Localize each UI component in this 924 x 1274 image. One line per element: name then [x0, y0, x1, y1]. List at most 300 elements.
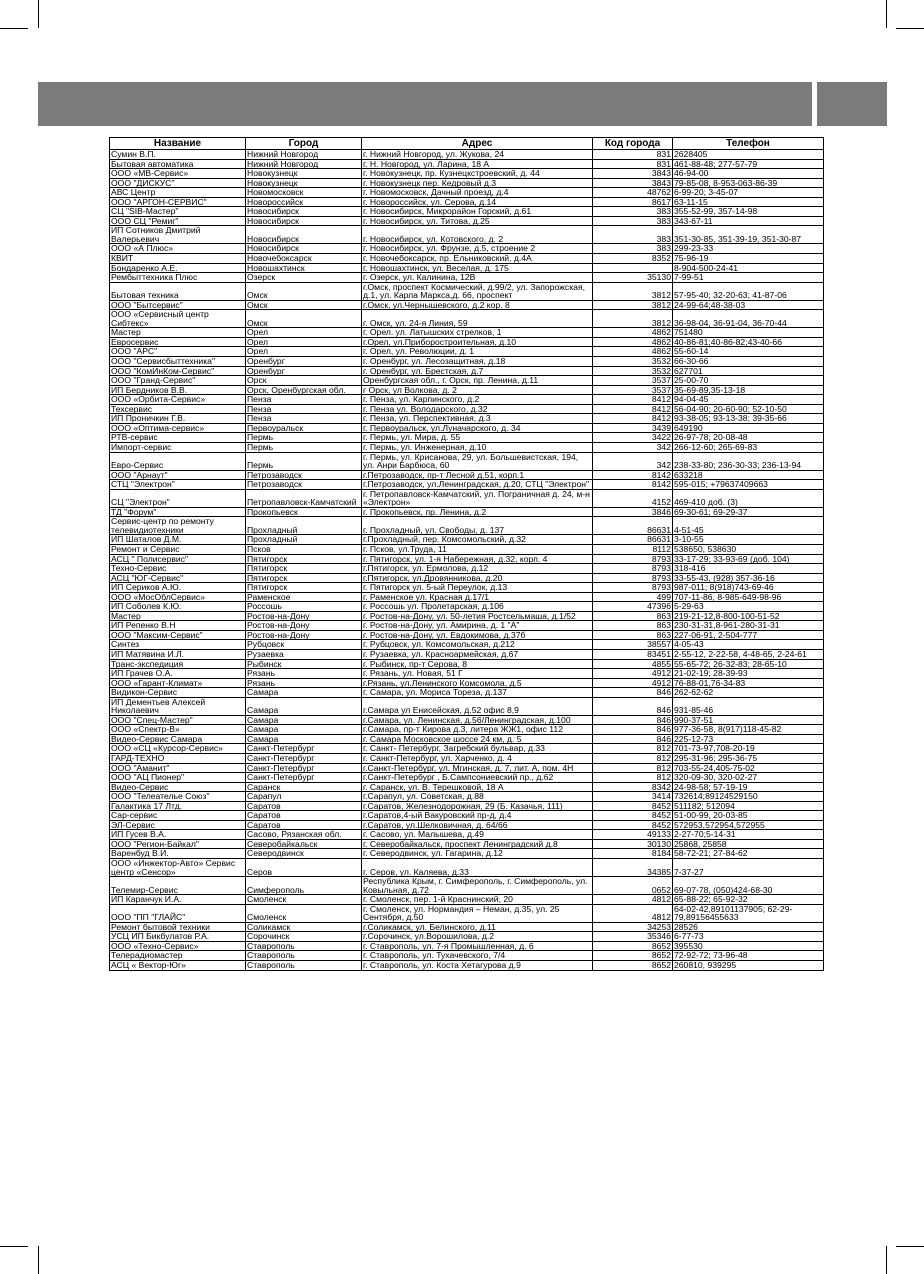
- table-row: [110, 480, 824, 490]
- table-row: [110, 895, 824, 905]
- table-row: [110, 489, 824, 507]
- cell-city: Прохладный: [246, 517, 362, 535]
- cell-address: г. Россошь ул. Пролетарская, д.106: [362, 602, 593, 612]
- cell-address: г. Рузаевка, ул. Красноармейская, д.67: [362, 649, 593, 659]
- cell-name: УСЦ ИП Бикбулатов Р.А.: [110, 932, 246, 942]
- cell-area-code: 846: [593, 697, 673, 715]
- cell-name: ООО «Спектр-В»: [110, 725, 246, 735]
- table-row: [110, 773, 824, 783]
- cell-area-code: 863: [593, 611, 673, 621]
- cell-city: Пенза: [246, 414, 362, 424]
- cell-name: ИП Проничкин Г.В.: [110, 414, 246, 424]
- cell-address: г. Новосибирск, ул. Котовского, д. 2: [362, 226, 593, 244]
- table-row: [110, 433, 824, 443]
- header-phone: Телефон: [673, 138, 824, 150]
- cell-city: Новосибирск: [246, 216, 362, 226]
- cell-city: Пенза: [246, 404, 362, 414]
- cell-phone: 63-11-15: [673, 197, 824, 207]
- cell-area-code: 863: [593, 621, 673, 631]
- cell-name: Видео-Сервис: [110, 782, 246, 792]
- cell-area-code: 8452: [593, 801, 673, 811]
- crop-mark-top-left-h: [0, 28, 28, 29]
- cell-phone: 230-31-31,8-961-280-31-31: [673, 621, 824, 631]
- cell-phone: 51-00-99, 20-03-85: [673, 811, 824, 821]
- cell-phone: 6-77-73: [673, 932, 824, 942]
- cell-area-code: 34253: [593, 922, 673, 932]
- cell-area-code: 3537: [593, 385, 673, 395]
- table-row: [110, 820, 824, 830]
- table-row: [110, 470, 824, 480]
- cell-phone: 25868, 25858: [673, 839, 824, 849]
- cell-city: Первоуральск: [246, 423, 362, 433]
- cell-address: г. Северодвинск, ул. Гагарина, д.12: [362, 849, 593, 859]
- cell-phone: 94-04-45: [673, 395, 824, 405]
- cell-name: Ремонт и Сервис: [110, 544, 246, 554]
- cell-area-code: 48762: [593, 188, 673, 198]
- cell-name: ООО «МосОблСервис»: [110, 592, 246, 602]
- cell-city: Новочебоксарск: [246, 254, 362, 264]
- cell-address: г.Самара, пр-т Кирова д.3, литера ЖЖ1, офис 112: [362, 725, 593, 735]
- cell-address: г. Ставрополь, ул. Тухачевского, 7/4: [362, 951, 593, 961]
- cell-area-code: 383: [593, 244, 673, 254]
- cell-name: ООО "Бытсервис": [110, 300, 246, 310]
- cell-city: Северобайкальск: [246, 839, 362, 849]
- cell-area-code: 8142: [593, 480, 673, 490]
- cell-name: Видео-Сервис Самара: [110, 734, 246, 744]
- cell-address: г. Новошахтинск, ул. Веселая, д. 175: [362, 263, 593, 273]
- cell-area-code: 383: [593, 216, 673, 226]
- cell-area-code: 812: [593, 754, 673, 764]
- cell-area-code: 8412: [593, 395, 673, 405]
- table-row: [110, 366, 824, 376]
- cell-city: Ростов-на-Дону: [246, 630, 362, 640]
- cell-phone: 64-02-42,89101137905; 62-29-79,89156455633: [673, 904, 824, 922]
- cell-name: ООО "АРГОН-СЕРВИС": [110, 197, 246, 207]
- cell-city: Ростов-на-Дону: [246, 621, 362, 631]
- table-row: [110, 877, 824, 895]
- table-row: [110, 376, 824, 386]
- cell-phone: 701-73-97,708-20-19: [673, 744, 824, 754]
- cell-address: г.Петрозаводск, пр-т Лесной д.51, корп.1: [362, 470, 593, 480]
- table-row: [110, 337, 824, 347]
- cell-address: г. Серов, ул. Каляева, д.33: [362, 859, 593, 877]
- cell-name: Техно-Сервис: [110, 564, 246, 574]
- cell-city: Смоленск: [246, 895, 362, 905]
- cell-phone: 24-98-58; 57-19-19: [673, 782, 824, 792]
- cell-phone: 977-36-58, 8(917)118-45-82: [673, 725, 824, 735]
- cell-area-code: 8793: [593, 564, 673, 574]
- cell-city: Петрозаводск: [246, 480, 362, 490]
- table-row: [110, 621, 824, 631]
- cell-address: г. Новосибирск, Микрорайон Горский, д.61: [362, 207, 593, 217]
- cell-phone: 93-38-05; 93-13-38; 39-35-66: [673, 414, 824, 424]
- cell-name: Бытовая техника: [110, 282, 246, 300]
- header-name: Название: [110, 138, 246, 150]
- cell-city: Прохладный: [246, 535, 362, 545]
- table-row: [110, 423, 824, 433]
- cell-address: г. Петропавловск-Камчатский, ул. Пограничная д. 24, м-н «Электрон»: [362, 489, 593, 507]
- cell-area-code: 3532: [593, 357, 673, 367]
- cell-address: г. Пенза ул. Володарского, д.32: [362, 404, 593, 414]
- cell-address: г. Северобайкальск, проспект Ленинградский д.8: [362, 839, 593, 849]
- cell-address: г. Оренбург, ул. Лесозащитная, д.18: [362, 357, 593, 367]
- cell-area-code: 8617: [593, 197, 673, 207]
- cell-city: Оренбург: [246, 366, 362, 376]
- cell-address: г. Самара Московское шоссе 24 км, д. 5: [362, 734, 593, 744]
- cell-address: г. Пятигорск ул. 5-ый Переулок, д.13: [362, 583, 593, 593]
- cell-area-code: 4912: [593, 669, 673, 679]
- table-row: [110, 300, 824, 310]
- cell-phone: 538650, 538630: [673, 544, 824, 554]
- cell-city: Новосибирск: [246, 244, 362, 254]
- cell-city: Самара: [246, 688, 362, 698]
- cell-city: Прокопьевск: [246, 507, 362, 517]
- cell-name: ООО СЦ "Ремиг": [110, 216, 246, 226]
- cell-address: г.Омск, проспект Космический, д.99/2, ул. Запорожская, д.1, ул. Карла Маркса,д. 66, проспект: [362, 282, 593, 300]
- cell-city: Пятигорск: [246, 564, 362, 574]
- cell-address: г.Рязань, ул.Ленинского Комсомола, д.5: [362, 678, 593, 688]
- table-row: [110, 347, 824, 357]
- cell-name: Импорт-сервис: [110, 442, 246, 452]
- cell-area-code: 83451: [593, 649, 673, 659]
- crop-mark-bottom-right-v: [886, 1246, 887, 1274]
- cell-name: РТВ-сервис: [110, 433, 246, 443]
- cell-name: КВИТ: [110, 254, 246, 264]
- cell-phone: 262-62-62: [673, 688, 824, 698]
- cell-area-code: 4812: [593, 895, 673, 905]
- cell-address: г. Пермь, ул. Мира, д. 55: [362, 433, 593, 443]
- cell-city: Новосибирск: [246, 207, 362, 217]
- cell-area-code: 383: [593, 226, 673, 244]
- table-row: [110, 216, 824, 226]
- table-row: [110, 414, 824, 424]
- table-row: [110, 310, 824, 328]
- cell-phone: 219-21-12,8-800-100-51-52: [673, 611, 824, 621]
- cell-phone: 627701: [673, 366, 824, 376]
- table-row: [110, 630, 824, 640]
- cell-name: ООО «СЦ «Курсор-Сервис»: [110, 744, 246, 754]
- cell-name: ООО "Максим-Сервис": [110, 630, 246, 640]
- table-row: [110, 328, 824, 338]
- cell-city: Санкт-Петербург: [246, 773, 362, 783]
- cell-city: Петропавловск-Камчатский: [246, 489, 362, 507]
- cell-name: СЦ "Электрон": [110, 489, 246, 507]
- cell-phone: 469-410 доб. (3): [673, 489, 824, 507]
- cell-area-code: 8793: [593, 583, 673, 593]
- cell-area-code: 30130: [593, 839, 673, 849]
- table-row: [110, 830, 824, 840]
- cell-name: ООО "Телеательe Союз": [110, 792, 246, 802]
- table-row: [110, 602, 824, 612]
- cell-name: ИП Сериков А.Ю.: [110, 583, 246, 593]
- table-row: [110, 951, 824, 961]
- table-row: [110, 385, 824, 395]
- cell-address: г. Прокопьевск, пр. Ленина, д.2: [362, 507, 593, 517]
- cell-area-code: 812: [593, 744, 673, 754]
- cell-address: г Орск, ул Волкова, д. 2: [362, 385, 593, 395]
- cell-phone: 26-97-78; 20-08-48: [673, 433, 824, 443]
- table-row: [110, 792, 824, 802]
- cell-phone: 395530: [673, 941, 824, 951]
- cell-name: АСЦ "ЮГ-Сервис": [110, 573, 246, 583]
- cell-phone: 35-69-89,35-13-18: [673, 385, 824, 395]
- cell-phone: 461-88-48; 277-57-79: [673, 159, 824, 169]
- cell-phone: 649190: [673, 423, 824, 433]
- header-band: [38, 82, 887, 126]
- cell-city: Пятигорск: [246, 583, 362, 593]
- cell-phone: 75-96-19: [673, 254, 824, 264]
- cell-address: г. Прохладный, ул. Свободы, д. 137: [362, 517, 593, 535]
- cell-name: ИП Гусев В.А.: [110, 830, 246, 840]
- table-row: [110, 688, 824, 698]
- cell-phone: 343-67-11: [673, 216, 824, 226]
- cell-address: г. Н. Новгород, ул. Ларина, 18 А: [362, 159, 593, 169]
- cell-area-code: 4812: [593, 904, 673, 922]
- cell-address: г.Самара, ул. Ленинская, д.56/Ленинградская, д.100: [362, 715, 593, 725]
- cell-address: г. Пенза, ул. Перспективная, д.3: [362, 414, 593, 424]
- cell-address: г.Санкт-Петербург , Б.Сампсониевский пр., д.62: [362, 773, 593, 783]
- table-row: [110, 564, 824, 574]
- cell-address: г. Ростов-на-Дону, ул. 50-летия Ростсельмаша, д.1/52: [362, 611, 593, 621]
- cell-name: ООО "АЦ Пионер": [110, 773, 246, 783]
- cell-city: Орел: [246, 328, 362, 338]
- cell-phone: 990-37-51: [673, 715, 824, 725]
- header-city: Город: [246, 138, 362, 150]
- cell-city: Самара: [246, 697, 362, 715]
- cell-phone: 24-99-64;48-38-03: [673, 300, 824, 310]
- table-row: [110, 859, 824, 877]
- cell-city: Ставрополь: [246, 961, 362, 971]
- cell-phone: 57-95-40; 32-20-63; 41-87-06: [673, 282, 824, 300]
- cell-name: ООО "КомИнКом-Сервис": [110, 366, 246, 376]
- table-row: [110, 763, 824, 773]
- cell-area-code: 86631: [593, 517, 673, 535]
- cell-name: ИП Бердников В.В.: [110, 385, 246, 395]
- table-row: [110, 932, 824, 942]
- cell-address: г. Раменское ул. Красная д.17/1: [362, 592, 593, 602]
- cell-city: Сарапул: [246, 792, 362, 802]
- header-area-code: Код города: [593, 138, 673, 150]
- cell-city: Рубцовск: [246, 640, 362, 650]
- cell-area-code: 863: [593, 630, 673, 640]
- table-row: [110, 535, 824, 545]
- cell-phone: 511182; 512094: [673, 801, 824, 811]
- table-row: [110, 754, 824, 764]
- cell-city: Озерск: [246, 273, 362, 283]
- table-row: [110, 244, 824, 254]
- cell-address: г. Ростов-на-Дону, ул. Амирина, д. 1 "А": [362, 621, 593, 631]
- cell-phone: 633218: [673, 470, 824, 480]
- cell-name: ООО "ДИСКУС": [110, 178, 246, 188]
- table-row: [110, 922, 824, 932]
- cell-name: ООО «Оптима-сервис»: [110, 423, 246, 433]
- cell-name: Транс-экспедиция: [110, 659, 246, 669]
- cell-address: г.Соликамск, ул. Белинского, д.11: [362, 922, 593, 932]
- table-row: [110, 178, 824, 188]
- cell-phone: 46-94-00: [673, 169, 824, 179]
- cell-area-code: 8412: [593, 414, 673, 424]
- cell-city: Орск: [246, 376, 362, 386]
- table-row: [110, 640, 824, 650]
- cell-area-code: 8793: [593, 573, 673, 583]
- cell-area-code: 34385: [593, 859, 673, 877]
- cell-name: ИП Каранчук И.А.: [110, 895, 246, 905]
- cell-phone: 355-52-99, 357-14-98: [673, 207, 824, 217]
- header-separator: [812, 82, 817, 126]
- table-row: [110, 197, 824, 207]
- cell-phone: 931-85-46: [673, 697, 824, 715]
- cell-address: г. Саранск, ул. В. Терешковой, 18 А: [362, 782, 593, 792]
- cell-phone: 227-06-91, 2-504-777: [673, 630, 824, 640]
- table-row: [110, 801, 824, 811]
- cell-address: г.Санкт-Петербург, ул. Мгинская, д. 7, лит. А, пом. 4Н: [362, 763, 593, 773]
- table-row: [110, 452, 824, 470]
- cell-name: ЭЛ-Сервис: [110, 820, 246, 830]
- table-row: [110, 811, 824, 821]
- cell-name: Видикон-Сервис: [110, 688, 246, 698]
- cell-name: ИП Соболев К.Ю.: [110, 602, 246, 612]
- cell-city: Омск: [246, 310, 362, 328]
- cell-address: г. Новокузнецк пер. Кедровый д.3: [362, 178, 593, 188]
- cell-phone: 351-30-85, 351-39-19, 351-30-87: [673, 226, 824, 244]
- cell-address: г.Пятигорск, ул. Ермолова, д.12: [362, 564, 593, 574]
- crop-mark-top-right-v: [886, 0, 887, 28]
- cell-area-code: 8112: [593, 544, 673, 554]
- cell-area-code: 4152: [593, 489, 673, 507]
- cell-phone: 5-29-63: [673, 602, 824, 612]
- cell-address: г.Пятигорск, ул.Дровянникова, д.20: [362, 573, 593, 583]
- cell-city: Сасово, Рязанская обл.: [246, 830, 362, 840]
- cell-phone: 69-30-61; 69-29-37: [673, 507, 824, 517]
- cell-city: Пятигорск: [246, 554, 362, 564]
- table-header-row: [110, 138, 824, 150]
- cell-city: Петрозаводск: [246, 470, 362, 480]
- cell-city: Санкт-Петербург: [246, 763, 362, 773]
- cell-name: Сервис-центр по ремонту телевидиотехники: [110, 517, 246, 535]
- cell-address: г.Прохладный, пер. Комсомольский, д.32: [362, 535, 593, 545]
- cell-phone: 40-86-81;40-86-82;43-40-66: [673, 337, 824, 347]
- cell-phone: 2-55-12, 2-22-58, 4-48-65, 2-24-61: [673, 649, 824, 659]
- cell-area-code: 4862: [593, 328, 673, 338]
- cell-phone: 79-85-08, 8-953-063-86-39: [673, 178, 824, 188]
- cell-phone: 4-51-45: [673, 517, 824, 535]
- table-row: [110, 649, 824, 659]
- table-row: [110, 782, 824, 792]
- cell-name: ООО "Арнаут": [110, 470, 246, 480]
- table-row: [110, 904, 824, 922]
- cell-city: Орск, Оренбургская обл.: [246, 385, 362, 395]
- table-row: [110, 169, 824, 179]
- cell-address: г.Сорочинск, ул.Ворошилова, д.2: [362, 932, 593, 942]
- cell-name: Варенбуд В.И.: [110, 849, 246, 859]
- cell-area-code: 3422: [593, 433, 673, 443]
- cell-phone: 2628405: [673, 150, 824, 160]
- cell-city: Рязань: [246, 678, 362, 688]
- cell-area-code: 3812: [593, 300, 673, 310]
- table-row: [110, 207, 824, 217]
- cell-phone: 266-12-60; 265-69-83: [673, 442, 824, 452]
- cell-phone: 299-23-33: [673, 244, 824, 254]
- cell-phone: 225-12-73: [673, 734, 824, 744]
- table-row: [110, 554, 824, 564]
- table-row: [110, 659, 824, 669]
- cell-city: Омск: [246, 282, 362, 300]
- cell-area-code: 812: [593, 773, 673, 783]
- cell-city: Самара: [246, 715, 362, 725]
- cell-address: г. Первоуральск, ул.Луначарского, д. 34: [362, 423, 593, 433]
- cell-phone: 8-904-500-24-41: [673, 263, 824, 273]
- cell-phone: 66-30-66: [673, 357, 824, 367]
- cell-phone: 703-55-24,405-75-02: [673, 763, 824, 773]
- cell-area-code: 4862: [593, 347, 673, 357]
- service-centers-table-wrapper: [109, 137, 823, 971]
- cell-address: г.Самара ул Енисейская, д.52 офис 8,9: [362, 697, 593, 715]
- cell-phone: 55-65-72; 26-32-83; 28-65-10: [673, 659, 824, 669]
- cell-phone: 318-416: [673, 564, 824, 574]
- table-row: [110, 254, 824, 264]
- cell-name: Рембыттехника Плюс: [110, 273, 246, 283]
- cell-phone: 6-99-20; 3-45-07: [673, 188, 824, 198]
- cell-city: Самара: [246, 725, 362, 735]
- cell-area-code: 383: [593, 207, 673, 217]
- cell-area-code: 3812: [593, 282, 673, 300]
- table-row: [110, 273, 824, 283]
- cell-address: г.Петрозаводск, ул.Ленинградская, д.20, СТЦ "Электрон": [362, 480, 593, 490]
- cell-name: ИП Сотников Дмитрий Валерьевич: [110, 226, 246, 244]
- table-row: [110, 744, 824, 754]
- cell-city: Сорочинск: [246, 932, 362, 942]
- table-row: [110, 611, 824, 621]
- cell-phone: 55-60-14: [673, 347, 824, 357]
- cell-city: Омск: [246, 300, 362, 310]
- cell-address: г. Новосибирск, ул. Титова, д.25: [362, 216, 593, 226]
- table-row: [110, 395, 824, 405]
- cell-address: г.Саратов, ул.Шелковичная, д. 64/66: [362, 820, 593, 830]
- cell-city: Санкт-Петербург: [246, 744, 362, 754]
- cell-area-code: 8342: [593, 782, 673, 792]
- cell-city: Новосибирск: [246, 226, 362, 244]
- cell-phone: 33-17-29; 33-93-69 (доб. 104): [673, 554, 824, 564]
- cell-area-code: 8184: [593, 849, 673, 859]
- table-row: [110, 583, 824, 593]
- cell-name: ГАРД-ТЕХНО: [110, 754, 246, 764]
- cell-address: г. Новокузнецк, пр. Кузнецкстроевский, д. 44: [362, 169, 593, 179]
- cell-address: г. Самара, ул. Мориса Тореза, д.137: [362, 688, 593, 698]
- cell-city: Саратов: [246, 801, 362, 811]
- cell-address: г. Пенза, ул. Карпинского, д.2: [362, 395, 593, 405]
- cell-city: Пермь: [246, 433, 362, 443]
- cell-city: Нижний Новгород: [246, 159, 362, 169]
- cell-phone: 987-011; 8(918)743-69-46: [673, 583, 824, 593]
- cell-name: ООО "Спец-Мастер": [110, 715, 246, 725]
- cell-name: ООО "ПП "ГЛАЙС": [110, 904, 246, 922]
- cell-area-code: 86631: [593, 535, 673, 545]
- cell-area-code: 3532: [593, 366, 673, 376]
- cell-name: ООО «Гарант-Климат»: [110, 678, 246, 688]
- cell-phone: 21-02-19; 28-39-93: [673, 669, 824, 679]
- cell-name: ООО "АРС": [110, 347, 246, 357]
- cell-city: Ставрополь: [246, 951, 362, 961]
- cell-area-code: 8352: [593, 254, 673, 264]
- cell-name: ТД "Форум": [110, 507, 246, 517]
- cell-city: Новомосковск: [246, 188, 362, 198]
- cell-name: АСЦ " Полисервис": [110, 554, 246, 564]
- cell-area-code: 4862: [593, 337, 673, 347]
- crop-mark-top-right-h: [896, 28, 924, 29]
- table-row: [110, 725, 824, 735]
- cell-address: г. Рыбинск, пр-т Серова, 8: [362, 659, 593, 669]
- cell-name: ИП Шаталов Д.М.: [110, 535, 246, 545]
